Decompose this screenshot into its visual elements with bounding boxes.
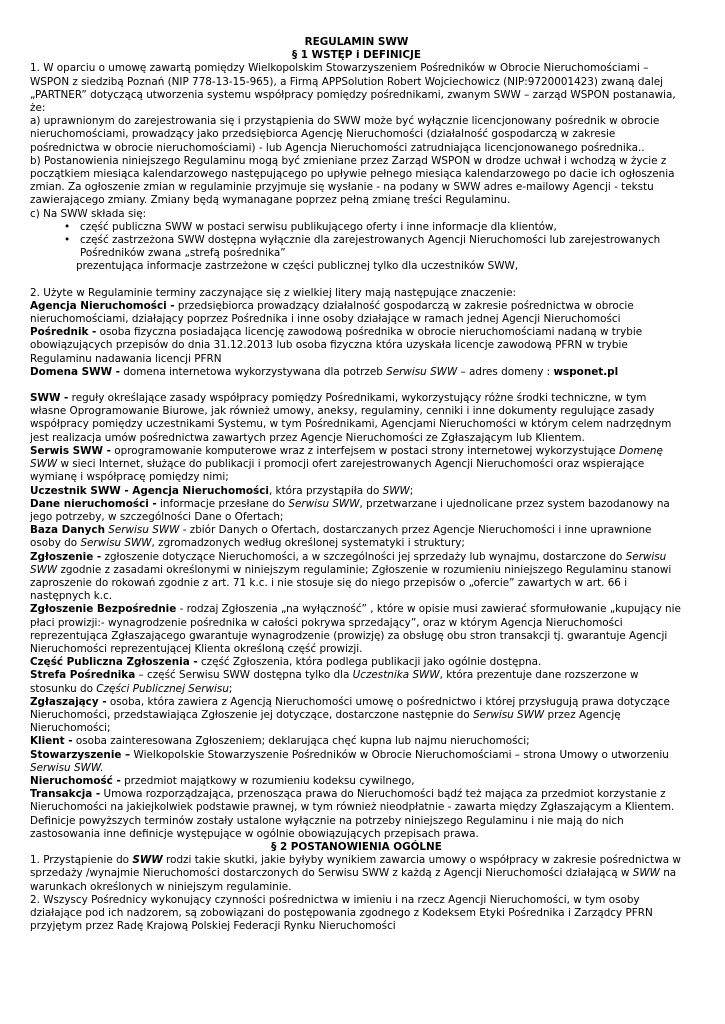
definition-nieruchomosc: Nieruchomość - przedmiot majątkowy w rozumieniu kodeksu cywilnego, <box>30 774 415 787</box>
section-2-paragraph-1: 1. Przystąpienie do SWW rodzi takie skutki, jakie byłyby wynikiem zawarcia umowy o współpracy w zakresie pośrednictwa w sprzedaży /wynajmie Nieruchomości dostarczonych do Serwisu SWW z każdą z Agencji Nieruchomości działającą w SWW na warunkach określonych w niniejszym regulaminie. <box>30 854 681 893</box>
definition-stowarzyszenie: Stowarzyszenie – Wielkopolskie Stowarzyszenie Pośredników w Obrocie Nieruchomościami – strona Umowy o utworzeniu Serwisu SWW. <box>30 748 669 774</box>
definition-baza: Baza Danych Serwisu SWW - zbiór Danych o Ofertach, dostarczanych przez Agencje Nieruchomości i inne uprawnione osoby do Serwisu SWW, zgromadzonych według określonej systematyki i struktury; <box>30 524 652 550</box>
definition-transakcja: Transakcja - Umowa rozporządzająca, przenosząca prawa do Nieruchomości bądź też mająca za przedmiot korzystanie z Nieruchomości na jakiejkolwiek podstawie prawnej, w tym również nieodpłatnie - zawarta między Zgłaszającym a Klientem. <box>30 788 675 814</box>
definition-domena: Domena SWW - domena internetowa wykorzystywana dla potrzeb Serwisu SWW – adres domeny : wsponet.pl <box>30 365 619 378</box>
list-item: • część publiczna SWW w postaci serwisu publikującego oferty i inne informacje dla klientów, <box>64 220 557 233</box>
definition-zgloszenie: Zgłoszenie - zgłoszenie dotyczące Nieruchomości, a w szczególności jej sprzedaży lub wynajmu, dostarczone do Serwisu SWW zgodnie z zasadami określonymi w niniejszym regulaminie; Zgłoszenie w rozumieniu niniejszego Regulaminu stanowi zaproszenie do rokowań zgodnie z art. 71 k.c. i nie stosuje się do niego przepisów o „ofercie” zawartych w art. 66 i następnych k.c. <box>30 550 672 603</box>
paragraph-1: 1. W oparciu o umowę zawartą pomiędzy Wielkopolskim Stowarzyszeniem Pośredników w Obrocie Nieruchomościami – WSPON z siedzibą Poznań (NIP 778-13-15-965), a Firmą APPSolution Robert Wojciechowicz (NIP:9720001423) zwaną dalej „PARTNER” dotyczącą utworzenia systemu współpracy pomiędzy pośrednikami, zwanym SWW – zarząd WSPON postanawia, że: <box>30 62 676 115</box>
list-item: • część zastrzeżona SWW dostępna wyłącznie dla zarejestrowanych Agencji Nieruchomości lub zarejestrowanych Pośredników zwana „strefą pośrednika” <box>64 234 661 260</box>
section-2-title: § 2 POSTANOWIENIA OGÓLNE <box>271 840 442 853</box>
paragraph-2: 2. Użyte w Regulaminie terminy zaczynające się z wielkiej litery mają następujące znaczenie: <box>30 286 517 299</box>
bullet-icon: • <box>64 234 71 247</box>
paragraph-1a: a) uprawnionym do zarejestrowania się i przystąpienia do SWW może być wyłącznie licencjonowany pośrednik w obrocie nieruchomościami, prowadzący jako przedsiębiorca Agencję Nieruchomości (działalność gospodarczą w zakresie pośrednictwa w obrocie nieruchomościami) - lub Agencja Nieruchomości zatrudniająca licencjonowanego pośrednika.. <box>30 115 660 154</box>
definition-zglaszajacy: Zgłaszający - osoba, która zawiera z Agencją Nieruchomości umowę o pośrednictwo i której przysługują prawa dotyczące Nieruchomości, przedstawiająca Zgłoszenie jej dotyczące, dostarczone następnie do Serwisu SWW przez Agencję Nieruchomości; <box>30 695 670 735</box>
definition-posrednik: Pośrednik - osoba fizyczna posiadająca licencję zawodową pośrednika w obrocie nieruchomościami nadaną w trybie obowiązujących przepisów do dnia 31.12.2013 lub osoba fizyczna która uzyskała licencje zawodową PFRN w trybie Regulaminu nadawania licencji PFRN <box>30 326 643 365</box>
definition-agencja: Agencja Nieruchomości - przedsiębiorca prowadzący działalność gospodarczą w zakresie pośrednictwa w obrocie nieruchomościami, działający poprzez Pośrednika i inne osoby działające w ramach jednej Agencji Nieruchomości <box>30 299 634 326</box>
definition-klient: Klient - osoba zainteresowana Zgłoszeniem; deklarująca chęć kupna lub najmu nieruchomości; <box>30 735 530 748</box>
definition-uczestnik: Uczestnik SWW - Agencja Nieruchomości, która przystąpiła do SWW; <box>30 484 414 497</box>
bullet-icon: • <box>64 220 71 233</box>
definition-zgloszenie-bezposrednie: Zgłoszenie Bezpośrednie - rodzaj Zgłoszenia „na wyłączność” , które w opisie musi zawierać sformułowanie „kupujący nie płaci prowizji:- wynagrodzenie pośrednika w całości pokrywa sprzedający”, oraz w którym Agencja Nieruchomości reprezentująca Zgłaszającego gwarantuje wynagrodzenie (prowizję) za obsługę obu stron transakcji tj. gwarantuje Agencji Nieruchomości reprezentującej Klienta określoną część prowizji. <box>30 603 681 655</box>
section-2-paragraph-2: 2. Wszyscy Pośrednicy wykonujący czynności pośrednictwa w imieniu i na rzecz Agencji Nieruchomości, w tym osoby działające pod ich nadzorem, są zobowiązani do postępowania zgodnego z Kodeksem Etyki Pośrednika i Zarządcy PFRN przyjętym przez Radę Krajową Polskiej Federacji Rynku Nieruchomości <box>30 893 653 933</box>
document-title: REGULAMIN SWW <box>304 36 409 48</box>
sww-parts-list <box>30 221 683 261</box>
list-item-continuation: prezentująca informacje zastrzeżone w części publicznej tylko dla uczestników SWW, <box>76 260 519 273</box>
definition-strefa: Strefa Pośrednika – część Serwisu SWW dostępna tylko dla Uczestnika SWW, która prezentuje dane rozszerzone w stosunku do Części Publicznej Serwisu; <box>30 669 639 695</box>
definition-sww: SWW - reguły określające zasady współpracy pomiędzy Pośrednikami, wykorzystujący różne środki techniczne, w tym własne Oprogramowanie Biurowe, jak również umowy, aneksy, regulaminy, cenniki i inne dokumenty regulujące zasady współpracy pomiędzy uczestnikami Systemu, w tym Pośrednikami, Agencjami Nieruchomości w którym celem nadrzędnym jest realizacja umów pośrednictwa zawartych przez Agencje Nieruchomości ze Zgłaszającym lub Klientem. <box>30 392 672 444</box>
definitions-note: Definicje powyższych terminów zostały ustalone wyłącznie na potrzeby niniejszego Regulaminu i nie mają do nich zastosowania inne definicje występujące w ogólnie obowiązujących przepisach prawa. <box>30 814 624 840</box>
definition-serwis: Serwis SWW - oprogramowanie komputerowe wraz z interfejsem w postaci strony internetowej wykorzystujące Domenę SWW w sieci Internet, służące do publikacji i promocji ofert zarejestrowanych Agencji Nieruchomości oraz wspierające wymianę i współpracę pomiędzy nimi; <box>30 444 663 484</box>
section-1-title: § 1 WSTĘP i DEFINICJE <box>291 49 422 62</box>
definition-czesc-publiczna: Część Publiczna Zgłoszenia - część Zgłoszenia, która podlega publikacji jako ogólnie dostępna. <box>30 656 542 669</box>
paragraph-1c: c) Na SWW składa się: <box>30 207 147 220</box>
definition-dane: Dane nieruchomości - informacje przesłane do Serwisu SWW, przetwarzane i ujednolicane przez system bazodanowy na jego potrzeby, w szczególności Dane o Ofertach; <box>30 497 670 523</box>
paragraph-1b: b) Postanowienia niniejszego Regulaminu mogą być zmieniane przez Zarząd WSPON w drodze uchwał i wchodzą w życie z początkiem miesiąca kalendarzowego następującego po upływie pełnego miesiąca kalendarzowego po dacie ich ogłoszenia zmian. Za ogłoszenie zmian w regulaminie przyjmuje się wysłanie - na podany w SWW adres e-mailowy Agencji - tekstu zawierającego zmiany. Zmiany będą wymanagane poprzez pełną zmianę treści Regulaminu. <box>30 154 675 207</box>
